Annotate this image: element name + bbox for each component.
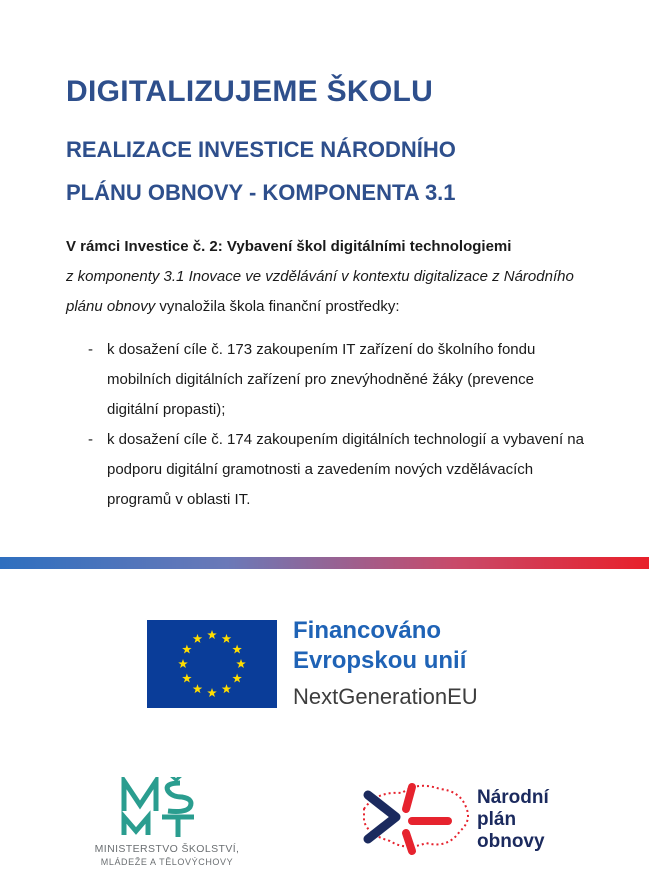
intro-bold: V rámci Investice č. 2: Vybavení škol digitálními technologiemi <box>66 238 512 255</box>
msmt-caption-line1: MINISTERSTVO ŠKOLSTVÍ, <box>94 843 240 855</box>
list-item <box>88 335 588 425</box>
page-subtitle-line2: PLÁNU OBNOVY - KOMPONENTA 3.1 <box>66 180 456 205</box>
page-subtitle-line1: REALIZACE INVESTICE NÁRODNÍHO <box>66 137 456 162</box>
intro-italic: z komponenty 3.1 Inovace ve vzdělávání v kontextu digitalizace z Národního plánu obnovy <box>66 268 574 315</box>
eu-nextgeneration-label: NextGenerationEU <box>293 684 478 709</box>
arrows-map-icon <box>356 777 474 857</box>
list-item-marker: - <box>88 341 93 358</box>
eu-funding-line2: Evropskou unií <box>293 647 467 674</box>
npo-line1: Národní <box>477 787 549 808</box>
gradient-divider <box>0 557 649 569</box>
page-title: DIGITALIZUJEME ŠKOLU <box>66 75 434 108</box>
eu-funding-line1: Financováno <box>293 617 442 644</box>
list-item-text: k dosažení cíle č. 173 zakoupením IT zařízení do školního fondu mobilních digitálních zařízení pro znevýhodněné žáky (prevence digitální propasti); <box>107 341 536 418</box>
npo-text <box>477 787 549 853</box>
intro-paragraph <box>66 232 606 322</box>
msmt-caption-line2: MLÁDEŽE A TĚLOVÝCHOVY <box>100 857 234 867</box>
msmt-logo-icon <box>118 777 213 839</box>
eu-flag-icon <box>147 620 277 708</box>
intro-rest: vynaložila škola finanční prostředky: <box>155 298 400 315</box>
msmt-caption <box>72 843 262 868</box>
npo-line3: obnovy <box>477 831 545 852</box>
list-item <box>88 425 588 515</box>
list-item-text: k dosažení cíle č. 174 zakoupením digitálních technologií a vybavení na podporu digitální gramotnosti a zavedením nových vzdělávacích programů v oblasti IT. <box>107 431 584 508</box>
eu-funding-text <box>293 616 478 712</box>
npo-line2: plán <box>477 809 517 830</box>
goals-list <box>88 335 588 515</box>
list-item-marker: - <box>88 431 93 448</box>
